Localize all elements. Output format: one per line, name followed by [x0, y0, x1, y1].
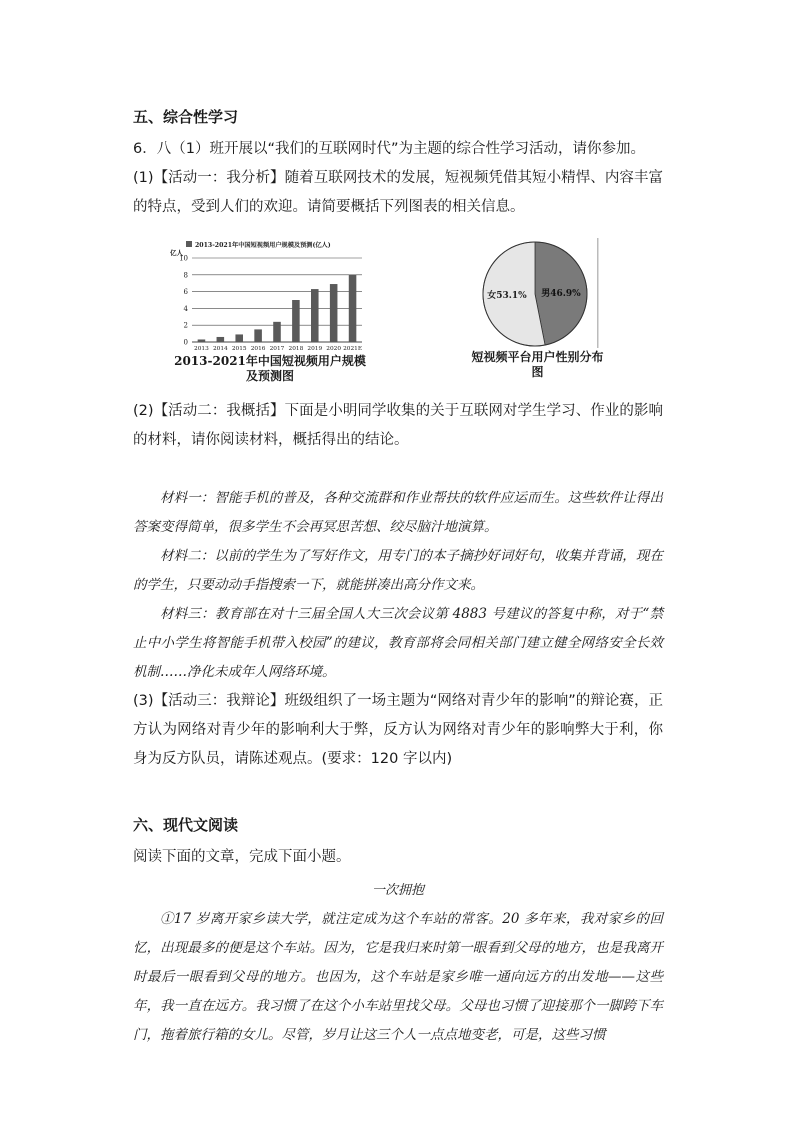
article-paragraph-1: ①17 岁离开家乡读大学，就注定成为这个车站的常客。20 多年来，我对家乡的回忆，出现最多的便是这个车站。因为，它是我归来时第一眼看到父母的地方，也是我离开时最后一眼看到父母的地方。也因为，这个车站是家乡唯一通向远方的出发地——这些年，我一直在远方。我习惯了在这个小车站里找父母。父母也习惯了迎接那个一脚跨下车门，拖着旅行箱的女儿。尽管，岁月让这三个人一点点地变老，可是，这些习惯 [133, 911, 663, 1043]
y-tick-label: 6 [183, 288, 188, 297]
x-tick-label: 2019 [307, 346, 323, 352]
pie-chart-caption: 短视频平台用户性别分布图 [471, 350, 604, 379]
bar-2016 [254, 329, 262, 342]
x-tick-label: 2015 [231, 346, 247, 352]
pie-chart [470, 238, 605, 388]
question-6-stem: 6．八（1）班开展以“我们的互联网时代”为主题的综合性学习活动，请你参加。 [133, 141, 645, 157]
material-3: 材料三：教育部在对十三届全国人大三次会议第 4883 号建议的答复中称，对于“禁止中小学生将智能手机带入校园”的建议，教育部将会同相关部门建立健全网络安全长效机制……净化未成年人网络环境。 [133, 606, 663, 680]
bar-2013 [198, 339, 206, 342]
bar-2014 [217, 337, 225, 342]
x-tick-label: 2017 [269, 346, 285, 352]
bar-2015 [235, 334, 243, 342]
pie-label-male: 男46.9% [541, 289, 581, 299]
pie-chart-svg [470, 238, 605, 348]
legend-label: 2013-2021年中国短视频用户规模及预测(亿人) [195, 242, 331, 249]
page-edge-line [597, 238, 599, 348]
reading-intro: 阅读下面的文章，完成下面小题。 [133, 849, 351, 865]
y-tick-label: 0 [183, 338, 188, 347]
bar-chart-caption: 2013-2021年中国短视频用户规模及预测图 [174, 354, 366, 383]
x-tick-label: 2014 [212, 346, 228, 352]
y-axis-label: 亿人 [170, 249, 183, 257]
material-1: 材料一：智能手机的普及，各种交流群和作业帮扶的软件应运而生。这些软件让得出答案变得简单，很多学生不会再冥思苦想、绞尽脑汁地演算。 [133, 490, 663, 535]
bar-2019 [311, 289, 319, 342]
x-tick-label: 2013 [194, 346, 209, 352]
bar-chart [170, 238, 370, 388]
x-tick-label: 2020 [326, 346, 342, 352]
section-5-title: 五、综合性学习 [133, 108, 239, 126]
bar-2020 [330, 284, 338, 342]
y-tick-label: 2 [183, 321, 188, 330]
pie-label-female: 女53.1% [487, 291, 527, 301]
activity-3-text: (3)【活动三：我辩论】班级组织了一场主题为“网络对青少年的影响”的辩论赛，正方认为网络对青少年的影响利大于弊，反方认为网络对青少年的影响弊大于利，你身为反方队员，请陈述观点。(要求：120 字以内) [133, 693, 663, 767]
x-tick-label: 2021E [343, 346, 363, 352]
activity-1-text: (1)【活动一：我分析】随着互联网技术的发展，短视频凭借其短小精悍、内容丰富的特点，受到人们的欢迎。请简要概括下列图表的相关信息。 [133, 170, 663, 215]
bar-chart-svg [170, 238, 370, 353]
x-tick-label: 2016 [250, 346, 266, 352]
material-2: 材料二：以前的学生为了写好作文，用专门的本子摘抄好词好句，收集并背诵，现在的学生，只要动动手指搜索一下，就能拼凑出高分作文来。 [133, 548, 663, 593]
bar-2018 [292, 300, 300, 342]
activity-2-text: (2)【活动二：我概括】下面是小明同学收集的关于互联网对学生学习、作业的影响的材料，请你阅读材料，概括得出的结论。 [133, 403, 663, 448]
article-title: 一次拥抱 [371, 883, 424, 898]
bar-2021E [349, 275, 357, 342]
y-tick-label: 8 [183, 271, 188, 280]
x-tick-label: 2018 [288, 346, 304, 352]
y-tick-label: 10 [179, 254, 188, 263]
legend-swatch [186, 241, 192, 247]
y-tick-label: 4 [183, 304, 188, 313]
section-6-title: 六、现代文阅读 [133, 816, 239, 834]
bar-2017 [273, 322, 281, 342]
